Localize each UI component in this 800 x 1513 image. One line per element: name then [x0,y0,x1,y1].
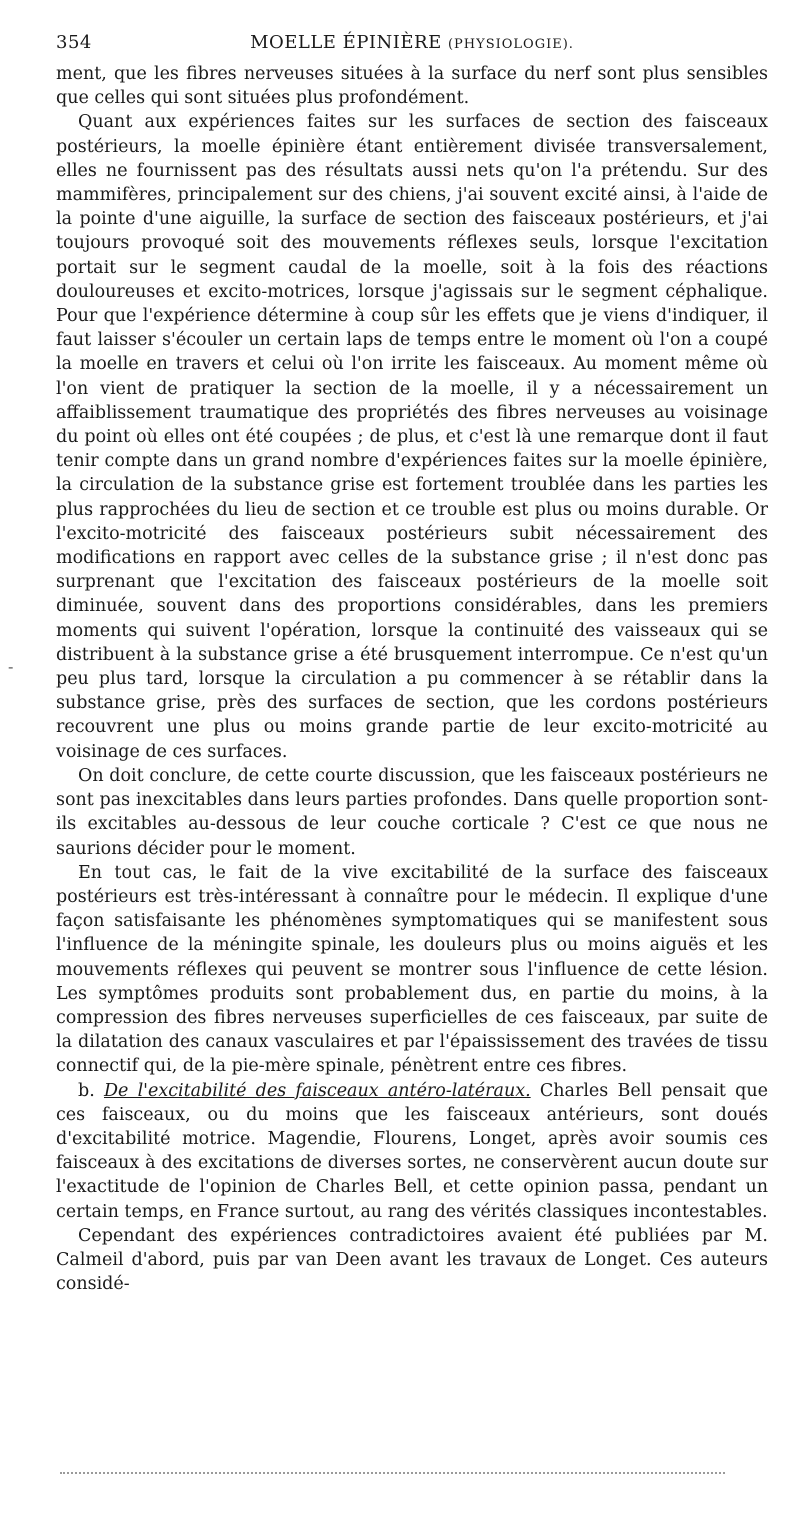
footer-divider [60,1472,725,1474]
section-b-paragraph [56,1079,768,1224]
section-b-text: Charles Bell pensait que ces faisceaux, ou du moins que les faisceaux antérieurs, sont doués d'excitabilité motrice. Magendie, Flourens, Longet, après avoir soumis ces faisceaux à des excitations de diverses sortes, ne conservèrent aucun doute sur l'exactitude de l'opinion de Charles Bell, et cette opinion passa, pendant un certain temps, en France surtout, au rang des vérités classiques incontestables. [56,1080,768,1222]
section-b-label: b. [78,1080,95,1101]
book-page [56,30,768,1296]
margin-mark: - [8,657,14,676]
running-title [56,32,768,53]
paragraph-conclusion: On doit conclure, de cette courte discussion, que les faisceaux postérieurs ne sont pas inexcitables dans leurs parties profondes. Dans quelle proportion sont-ils excitables au-dessous de leur couche corticale ? C'est ce que nous ne saurions décider pour le moment. [56,765,768,859]
paragraph-posterior-sections: Quant aux expériences faites sur les surfaces de section des faisceaux postérieurs, la moelle épinière étant entièrement divisée transversalement, elles ne fournissent pas des résultats aussi nets qu'on l'a prétendu. Sur des mammifères, principalement sur des chiens, j'ai souvent excité ainsi, à l'aide de la pointe d'une aiguille, la surface de section des faisceaux postérieurs, et j'ai toujours provoqué soit des mouvements réflexes seuls, lorsque l'excitation portait sur le segment caudal de la moelle, soit à la fois des réactions douloureuses et excito-motrices, lorsque j'agissais sur le segment céphalique. Pour que l'expérience détermine à coup sûr les effets que je viens d'indiquer, il faut laisser s'écouler un certain laps de temps entre le moment où l'on a coupé la moelle en travers et celui où l'on irrite les faisceaux. Au moment même où l'on vient de pratiquer la section de la moelle, il y a nécessairement un affaiblissement traumatique des propriétés des fibres nerveuses au voisinage du point où elles ont été coupées ; de plus, et c'est là une remarque dont il faut tenir compte dans un grand nombre d'expériences faites sur la moelle épinière, la circulation de la substance grise est fortement troublée dans les parties les plus rapprochées du lieu de section et ce trouble est plus ou moins durable. Or l'excito-motricité des faisceaux postérieurs subit nécessairement des modifications en rapport avec celles de la substance grise ; il n'est donc pas surprenant que l'excitation des faisceaux postérieurs de la moelle soit diminuée, souvent dans des proportions considérables, dans les premiers moments qui suivent l'opération, lorsque la continuité des vaisseaux qui se distribuent à la substance grise a été brusquement interrompue. Ce n'est qu'un peu plus tard, lorsque la circulation a pu commencer à se rétablir dans la substance grise, près des surfaces de section, que les cordons postérieurs recouvrent une plus ou moins grande partie de leur excito-motricité au voisinage de ces surfaces. [56,112,768,762]
section-b-heading: De l'excitabilité des faisceaux antéro-latéraux. [103,1080,531,1101]
page-number: 354 [56,32,92,53]
running-head [56,30,768,62]
running-title-main: MOELLE ÉPINIÈRE [250,32,442,53]
running-title-sub: (PHYSIOLOGIE). [447,37,574,52]
paragraph-last: Cependant des expériences contradictoires avaient été publiées par M. Calmeil d'abord, puis par van Deen avant les travaux de Longet. Ces auteurs considé- [56,1225,768,1295]
body-text [56,62,768,1296]
paragraph-clinical: En tout cas, le fait de la vive excitabilité de la surface des faisceaux postérieurs est très-intéressant à connaître pour le médecin. Il explique d'une façon satisfaisante les phénomènes symptomatiques qui se manifestent sous l'influence de la méningite spinale, les douleurs plus ou moins aiguës et les mouvements réflexes qui peuvent se montrer sous l'influence de cette lésion. Les symptômes produits sont probablement dus, en partie du moins, à la compression des fibres nerveuses superficielles de ces faisceaux, par suite de la dilatation des canaux vasculaires et par l'épaississement des travées de tissu connectif qui, de la pie-mère spinale, pénètrent entre ces fibres. [56,862,768,1077]
paragraph-continuation: ment, que les fibres nerveuses situées à la surface du nerf sont plus sensibles que celles qui sont situées plus profondément. [56,64,768,109]
